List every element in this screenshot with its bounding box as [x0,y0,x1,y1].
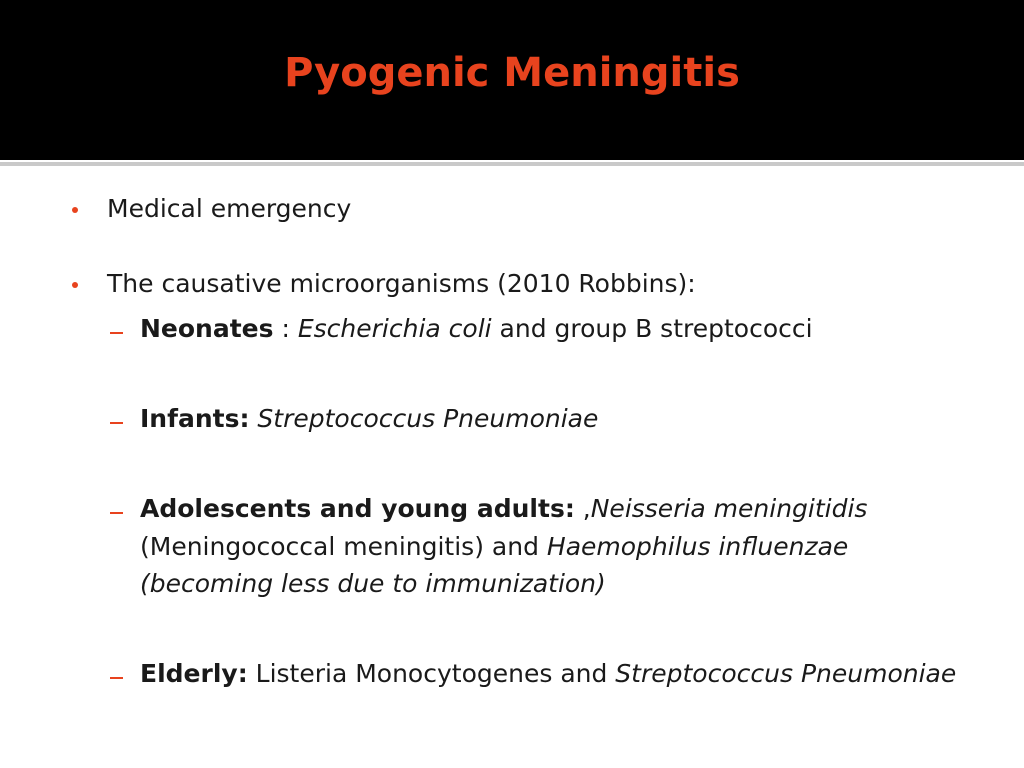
organism-e-coli: Escherichia coli [297,314,492,343]
dash-icon [110,512,123,514]
sub-bullet-neonates [140,314,813,344]
label-neonates: Neonates [140,314,274,343]
organism-haemophilus: Haemophilus influenzae [546,532,849,561]
label-infants: Infants: [140,404,250,433]
dash-icon [110,332,123,334]
listeria-text: Listeria Monocytogenes and [247,659,616,688]
sub-bullet-infants [140,404,598,434]
bullet-dot-icon [72,282,78,288]
slide-title: Pyogenic Meningitis [284,50,740,96]
bullet-dot-icon [72,207,78,213]
sub-bullet-elderly [140,659,956,689]
bullet-medical-emergency: Medical emergency [107,194,352,223]
dash-icon [110,422,123,424]
dash-icon [110,677,123,679]
organism-neisseria: Neisseria meningitidis [590,494,868,523]
label-elderly: Elderly: [140,659,248,688]
label-adolescents: Adolescents and young adults: [140,494,575,523]
meningococcal-text: (Meningococcal meningitis) and [140,532,547,561]
organism-strep-pneumoniae: Streptococcus Pneumoniae [615,659,957,688]
bullet-causative-microorganisms: The causative microorganisms (2010 Robbins): [107,269,696,298]
sub-bullet-adolescents-line3: (becoming less due to immunization) [140,569,606,598]
organism-strep-pneumoniae: Streptococcus Pneumoniae [249,404,599,433]
connector-text: and group B streptococci [491,314,813,343]
separator: : [273,314,298,343]
sub-bullet-adolescents-line2 [140,532,848,562]
lead-comma: , [574,494,591,523]
sub-bullet-adolescents-line1 [140,494,867,524]
title-divider [0,162,1024,166]
